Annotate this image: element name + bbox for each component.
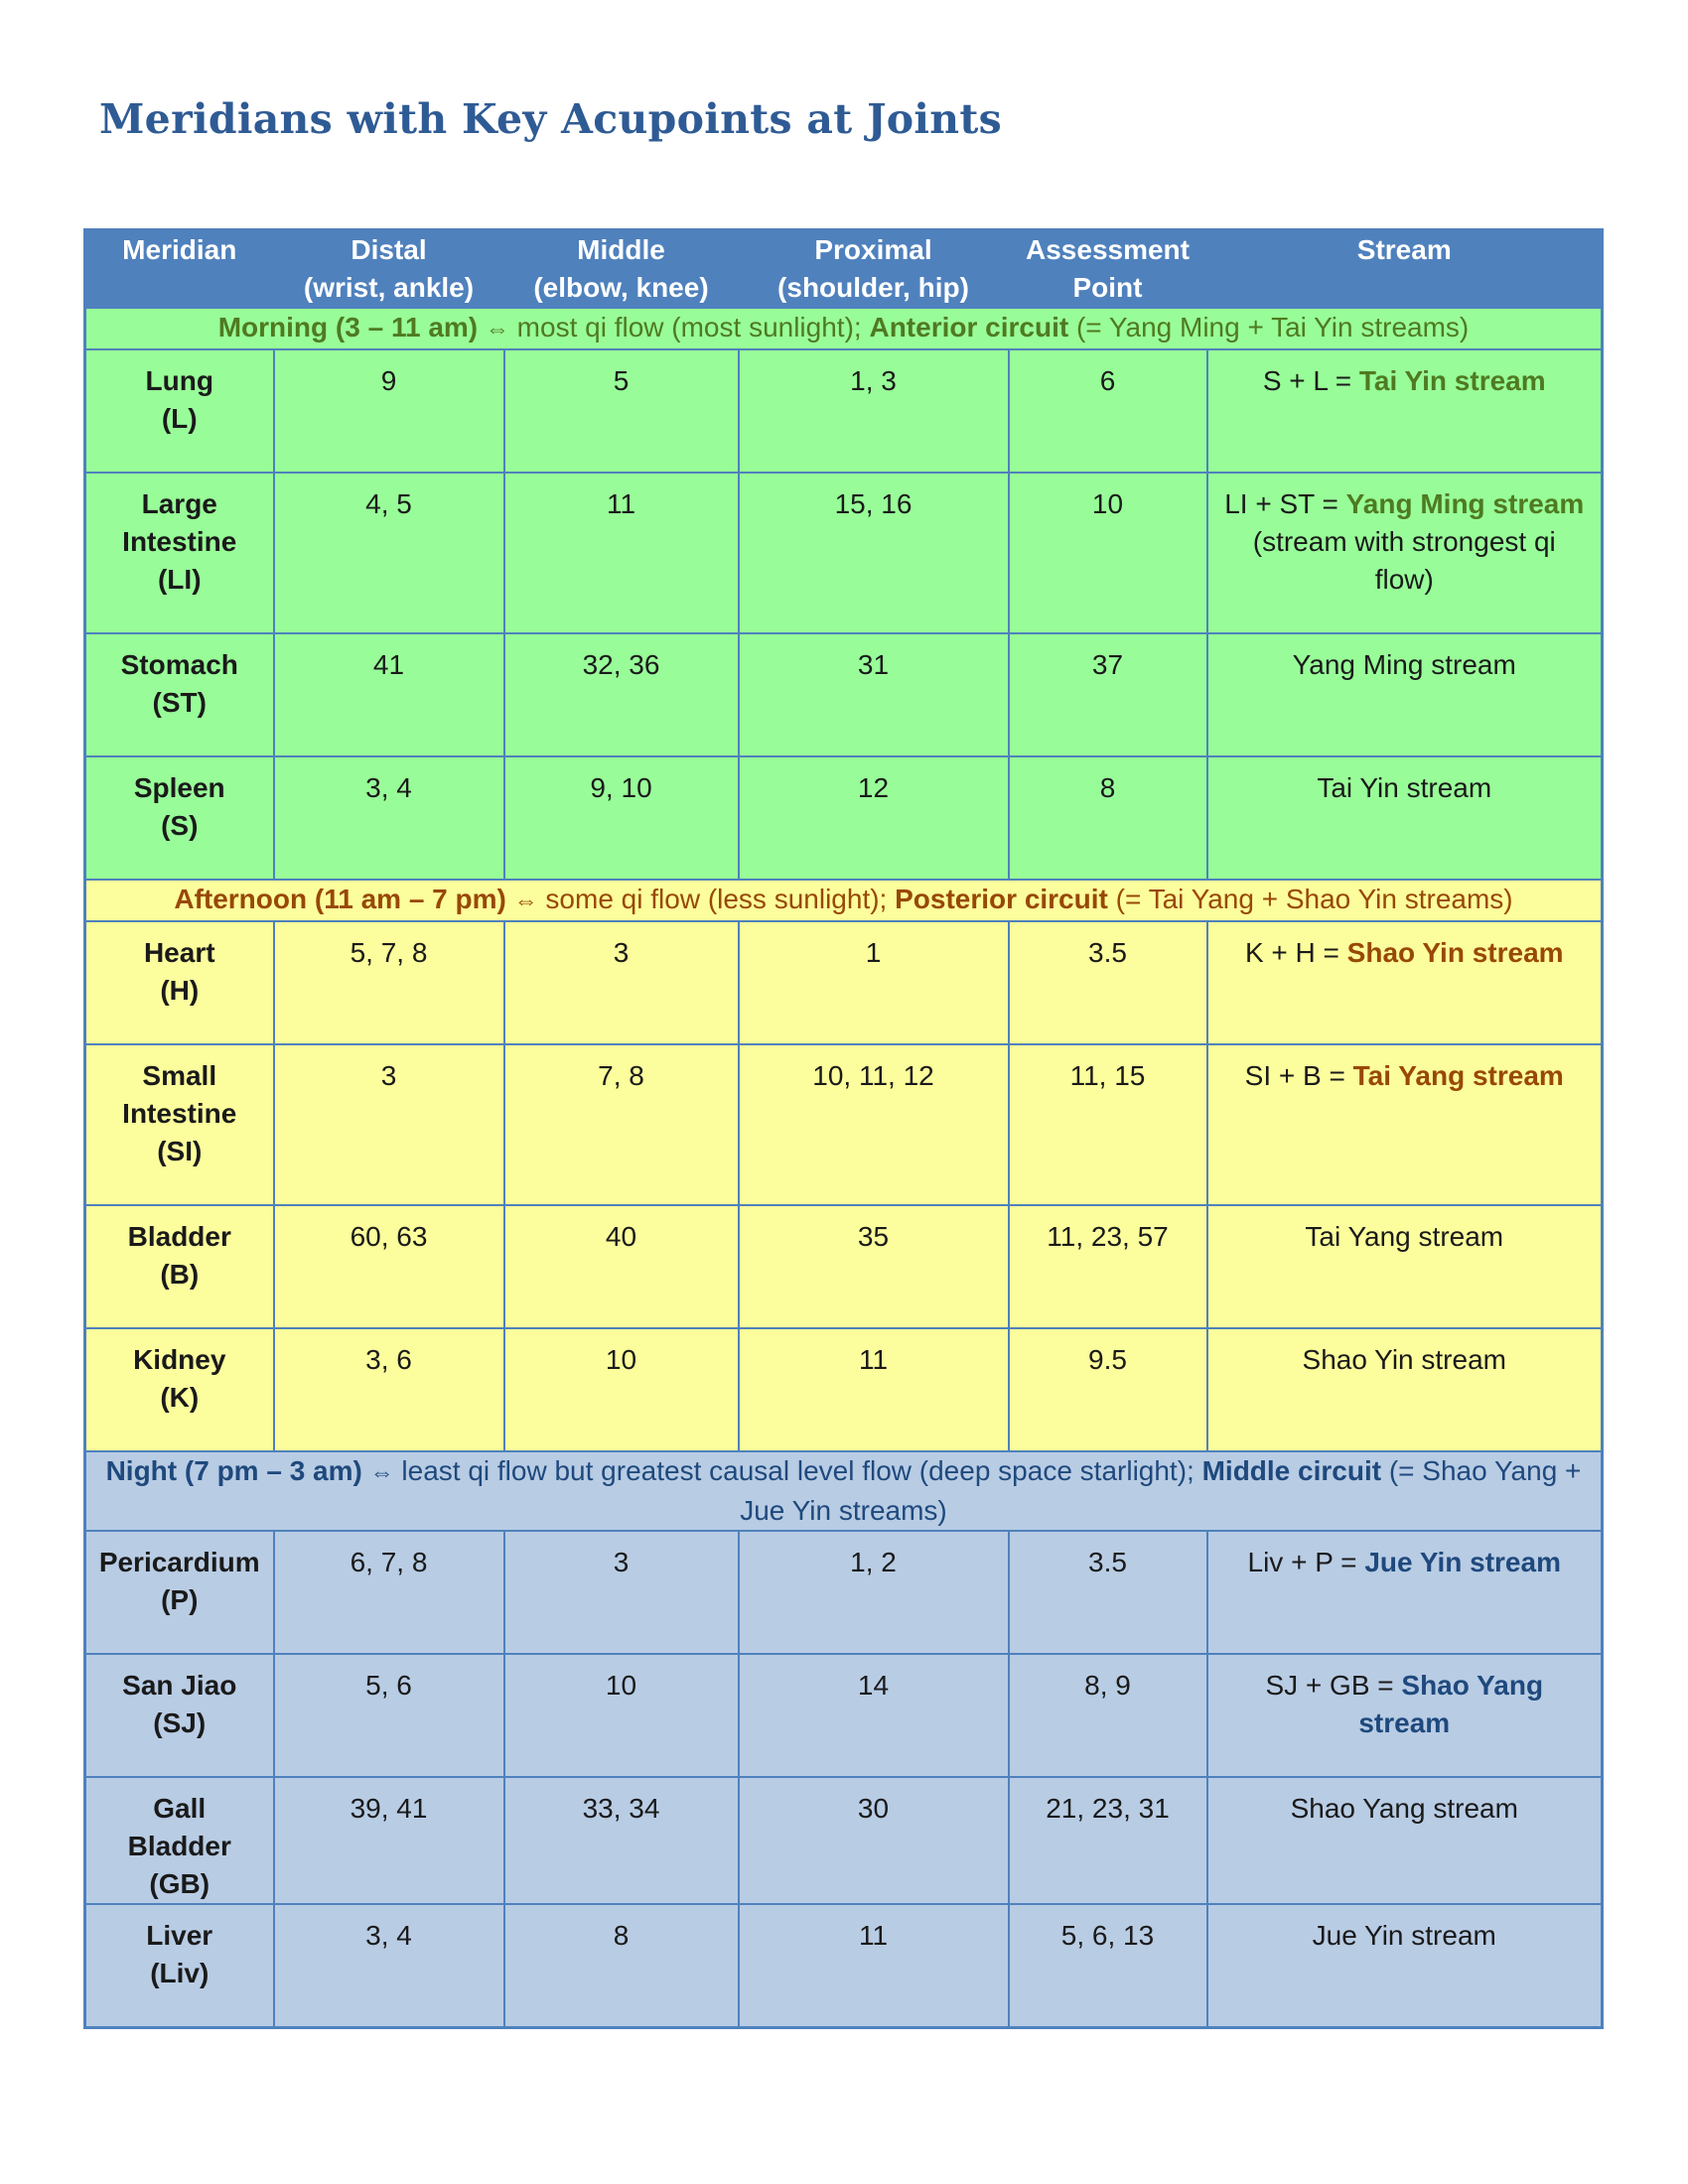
section-morning (85, 308, 1603, 349)
table-row (85, 1328, 1603, 1451)
distal-cell: 41 (274, 633, 504, 756)
assessment-cell: 5, 6, 13 (1009, 1904, 1207, 2028)
distal-cell: 5, 7, 8 (274, 921, 504, 1044)
assessment-cell: 8 (1009, 756, 1207, 880)
proximal-cell: 1, 2 (739, 1531, 1009, 1654)
stream-cell: Liv + P = Jue Yin stream (1207, 1531, 1603, 1654)
proximal-cell: 15, 16 (739, 473, 1009, 633)
meridian-name: Liver (Liv) (85, 1904, 274, 2028)
proximal-cell: 1 (739, 921, 1009, 1044)
middle-cell: 5 (504, 349, 739, 473)
distal-cell: 3, 4 (274, 1904, 504, 2028)
page-title: Meridians with Key Acupoints at Joints (99, 95, 1003, 143)
proximal-cell: 30 (739, 1777, 1009, 1904)
assessment-cell: 8, 9 (1009, 1654, 1207, 1777)
meridian-name: Heart (H) (85, 921, 274, 1044)
meridian-name: Gall Bladder (GB) (85, 1777, 274, 1904)
table-header-row (85, 230, 1603, 309)
middle-cell: 3 (504, 921, 739, 1044)
table-row (85, 756, 1603, 880)
proximal-cell: 11 (739, 1904, 1009, 2028)
distal-cell: 3, 6 (274, 1328, 504, 1451)
stream-cell: Shao Yang stream (1207, 1777, 1603, 1904)
middle-cell: 10 (504, 1328, 739, 1451)
meridian-name: Bladder (B) (85, 1205, 274, 1328)
section-night (85, 1451, 1603, 1531)
distal-cell: 4, 5 (274, 473, 504, 633)
middle-cell: 3 (504, 1531, 739, 1654)
assessment-cell: 11, 15 (1009, 1044, 1207, 1205)
stream-cell: LI + ST = Yang Ming stream (stream with strongest qi flow) (1207, 473, 1603, 633)
stream-cell: K + H = Shao Yin stream (1207, 921, 1603, 1044)
assessment-cell: 10 (1009, 473, 1207, 633)
meridian-name: Lung (L) (85, 349, 274, 473)
section-night-text: Night (7 pm – 3 am) ⇔ least qi flow but greatest causal level flow (deep space starlight); Middle circuit (= Shao Yang + Jue Yin streams) (85, 1451, 1603, 1531)
assessment-cell: 3.5 (1009, 1531, 1207, 1654)
meridian-name: Pericardium (P) (85, 1531, 274, 1654)
meridian-name: Large Intestine (LI) (85, 473, 274, 633)
stream-cell: Jue Yin stream (1207, 1904, 1603, 2028)
proximal-cell: 12 (739, 756, 1009, 880)
distal-cell: 3 (274, 1044, 504, 1205)
distal-cell: 60, 63 (274, 1205, 504, 1328)
stream-cell: Tai Yang stream (1207, 1205, 1603, 1328)
distal-cell: 3, 4 (274, 756, 504, 880)
header-stream: Stream (1207, 230, 1603, 309)
header-assessment: Assessment Point (1009, 230, 1207, 309)
table-row (85, 921, 1603, 1044)
header-proximal: Proximal (shoulder, hip) (739, 230, 1009, 309)
middle-cell: 9, 10 (504, 756, 739, 880)
proximal-cell: 11 (739, 1328, 1009, 1451)
header-distal: Distal (wrist, ankle) (274, 230, 504, 309)
assessment-cell: 21, 23, 31 (1009, 1777, 1207, 1904)
table-row (85, 1205, 1603, 1328)
middle-cell: 32, 36 (504, 633, 739, 756)
table-row (85, 633, 1603, 756)
middle-cell: 10 (504, 1654, 739, 1777)
meridian-name: Kidney (K) (85, 1328, 274, 1451)
table-row (85, 473, 1603, 633)
proximal-cell: 10, 11, 12 (739, 1044, 1009, 1205)
assessment-cell: 6 (1009, 349, 1207, 473)
proximal-cell: 14 (739, 1654, 1009, 1777)
middle-cell: 8 (504, 1904, 739, 2028)
proximal-cell: 31 (739, 633, 1009, 756)
stream-cell: SI + B = Tai Yang stream (1207, 1044, 1603, 1205)
table-row (85, 349, 1603, 473)
meridian-name: San Jiao (SJ) (85, 1654, 274, 1777)
distal-cell: 5, 6 (274, 1654, 504, 1777)
header-middle: Middle (elbow, knee) (504, 230, 739, 309)
table-row (85, 1904, 1603, 2028)
stream-cell: S + L = Tai Yin stream (1207, 349, 1603, 473)
middle-cell: 7, 8 (504, 1044, 739, 1205)
middle-cell: 11 (504, 473, 739, 633)
table-row (85, 1654, 1603, 1777)
proximal-cell: 35 (739, 1205, 1009, 1328)
proximal-cell: 1, 3 (739, 349, 1009, 473)
section-afternoon (85, 880, 1603, 921)
section-morning-text: Morning (3 – 11 am) ⇔ most qi flow (most sunlight); Anterior circuit (= Yang Ming + Tai Yin streams) (85, 308, 1603, 349)
table-row (85, 1777, 1603, 1904)
assessment-cell: 37 (1009, 633, 1207, 756)
meridian-table (83, 228, 1604, 2029)
meridian-name: Spleen (S) (85, 756, 274, 880)
stream-cell: SJ + GB = Shao Yang stream (1207, 1654, 1603, 1777)
middle-cell: 40 (504, 1205, 739, 1328)
assessment-cell: 11, 23, 57 (1009, 1205, 1207, 1328)
stream-cell: Yang Ming stream (1207, 633, 1603, 756)
assessment-cell: 3.5 (1009, 921, 1207, 1044)
distal-cell: 6, 7, 8 (274, 1531, 504, 1654)
middle-cell: 33, 34 (504, 1777, 739, 1904)
assessment-cell: 9.5 (1009, 1328, 1207, 1451)
distal-cell: 39, 41 (274, 1777, 504, 1904)
section-afternoon-text: Afternoon (11 am – 7 pm) ⇔ some qi flow (less sunlight); Posterior circuit (= Tai Yang + Shao Yin streams) (85, 880, 1603, 921)
distal-cell: 9 (274, 349, 504, 473)
meridian-name: Small Intestine (SI) (85, 1044, 274, 1205)
meridian-name: Stomach (ST) (85, 633, 274, 756)
header-meridian: Meridian (85, 230, 274, 309)
table-row (85, 1044, 1603, 1205)
stream-cell: Tai Yin stream (1207, 756, 1603, 880)
stream-cell: Shao Yin stream (1207, 1328, 1603, 1451)
table-row (85, 1531, 1603, 1654)
